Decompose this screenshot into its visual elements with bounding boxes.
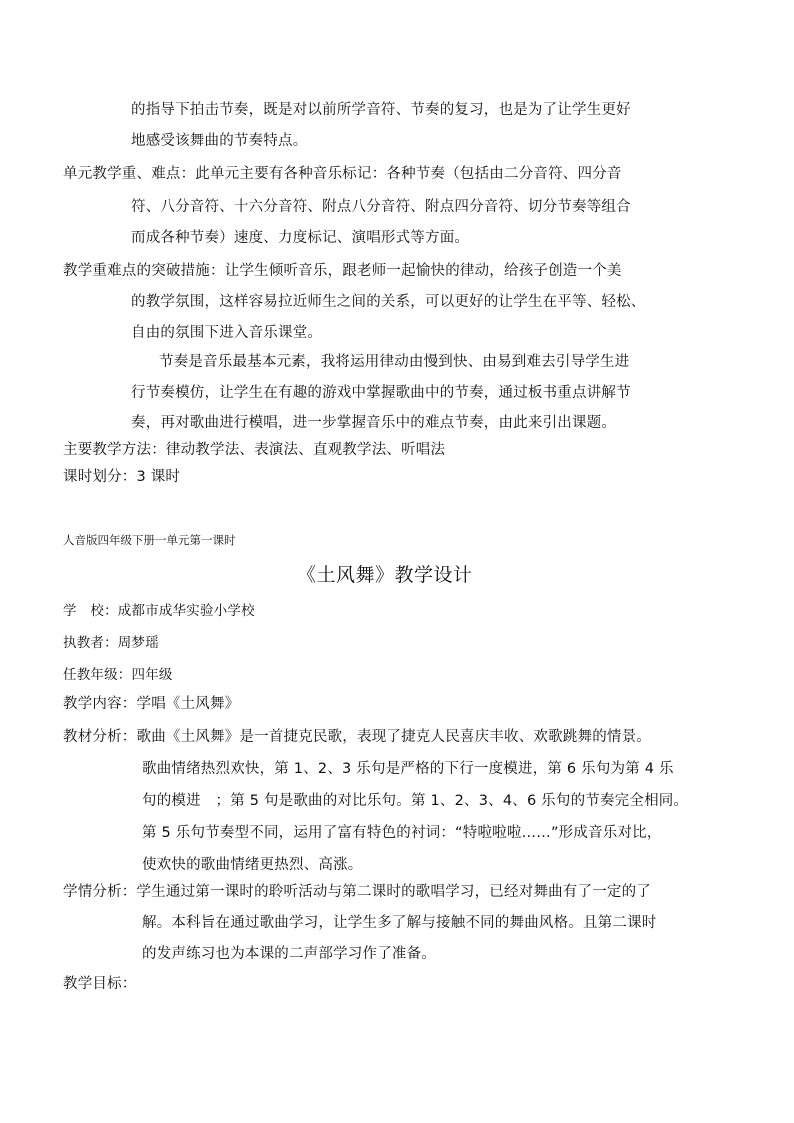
material-analysis-line: 第 5 乐句节奏型不同，运用了富有特色的衬词：“特啦啦啦……”形成音乐对比， — [142, 825, 662, 841]
paragraph-line: 符、八分音符、十六分音符、附点八分音符、附点四分音符、切分节奏等组合 — [131, 199, 631, 215]
key-points-line: 单元教学重、难点：此单元主要有各种音乐标记：各种节奏（包括由二分音符、四分音 — [63, 166, 622, 182]
learner-analysis-line: 学情分析：学生通过第一课时的聆听活动与第二课时的歌唱学习，已经对舞曲有了一定的了 — [63, 884, 651, 900]
paragraph-line: 自由的氛围下进入音乐课堂。 — [131, 325, 323, 341]
teaching-methods-line: 主要教学方法：律动教学法、表演法、直观教学法、听唱法 — [63, 442, 446, 458]
content-field: 教学内容：学唱《土风舞》 — [63, 696, 240, 712]
teacher-field: 执教者：周梦瑶 — [63, 635, 159, 651]
learner-analysis-line: 解。本科旨在通过歌曲学习，让学生多了解与接触不同的舞曲风格。且第二课时 — [142, 915, 657, 931]
paragraph-line: 的指导下拍击节奏，既是对以前所学音符、节奏的复习，也是为了让学生更好 — [131, 102, 631, 118]
class-hours-line: 课时划分：3 课时 — [63, 469, 181, 485]
school-field: 学 校：成都市成华实验小学校 — [63, 603, 255, 619]
paragraph-line: 而成各种节奏）速度、力度标记、演唱形式等方面。 — [131, 230, 470, 246]
objectives-label: 教学目标： — [63, 976, 137, 992]
paragraph-line: 节奏是音乐最基本元素，我将运用律动由慢到快、由易到难去引导学生进 — [159, 354, 630, 370]
lesson-header: 人音版四年级下册一单元第一课时 — [63, 533, 236, 547]
paragraph-line: 行节奏模仿，让学生在有趣的游戏中掌握歌曲中的节奏，通过板书重点讲解节 — [131, 385, 631, 401]
material-analysis-line: 使欢快的歌曲情绪更热烈、高涨。 — [142, 857, 363, 873]
material-analysis-line: 教材分析：歌曲《土风舞》是一首捷克民歌，表现了捷克人民喜庆丰收、欢歌跳舞的情景。 — [63, 729, 651, 745]
lesson-title: 《土风舞》教学设计 — [297, 564, 473, 586]
grade-field: 任教年级：四年级 — [63, 667, 173, 683]
learner-analysis-line: 的发声练习也为本课的二声部学习作了准备。 — [142, 946, 436, 962]
material-analysis-line: 句的模进 ；第 5 句是歌曲的对比乐句。第 1、2、3、4、6 乐句的节奏完全相同。 — [142, 793, 689, 809]
paragraph-line: 地感受该舞曲的节奏特点。 — [131, 133, 308, 149]
paragraph-line: 的教学氛围，这样容易拉近师生之间的关系，可以更好的让学生在平等、轻松、 — [131, 294, 646, 310]
paragraph-line: 奏，再对歌曲进行模唱，进一步掌握音乐中的难点节奏，由此来引出课题。 — [131, 415, 617, 431]
material-analysis-line: 歌曲情绪热烈欢快，第 1、2、3 乐句是严格的下行一度模进，第 6 乐句为第 4 乐 — [142, 761, 674, 777]
breakthrough-measures-line: 教学重难点的突破措施：让学生倾听音乐，跟老师一起愉快的律动，给孩子创造一个美 — [63, 263, 622, 279]
